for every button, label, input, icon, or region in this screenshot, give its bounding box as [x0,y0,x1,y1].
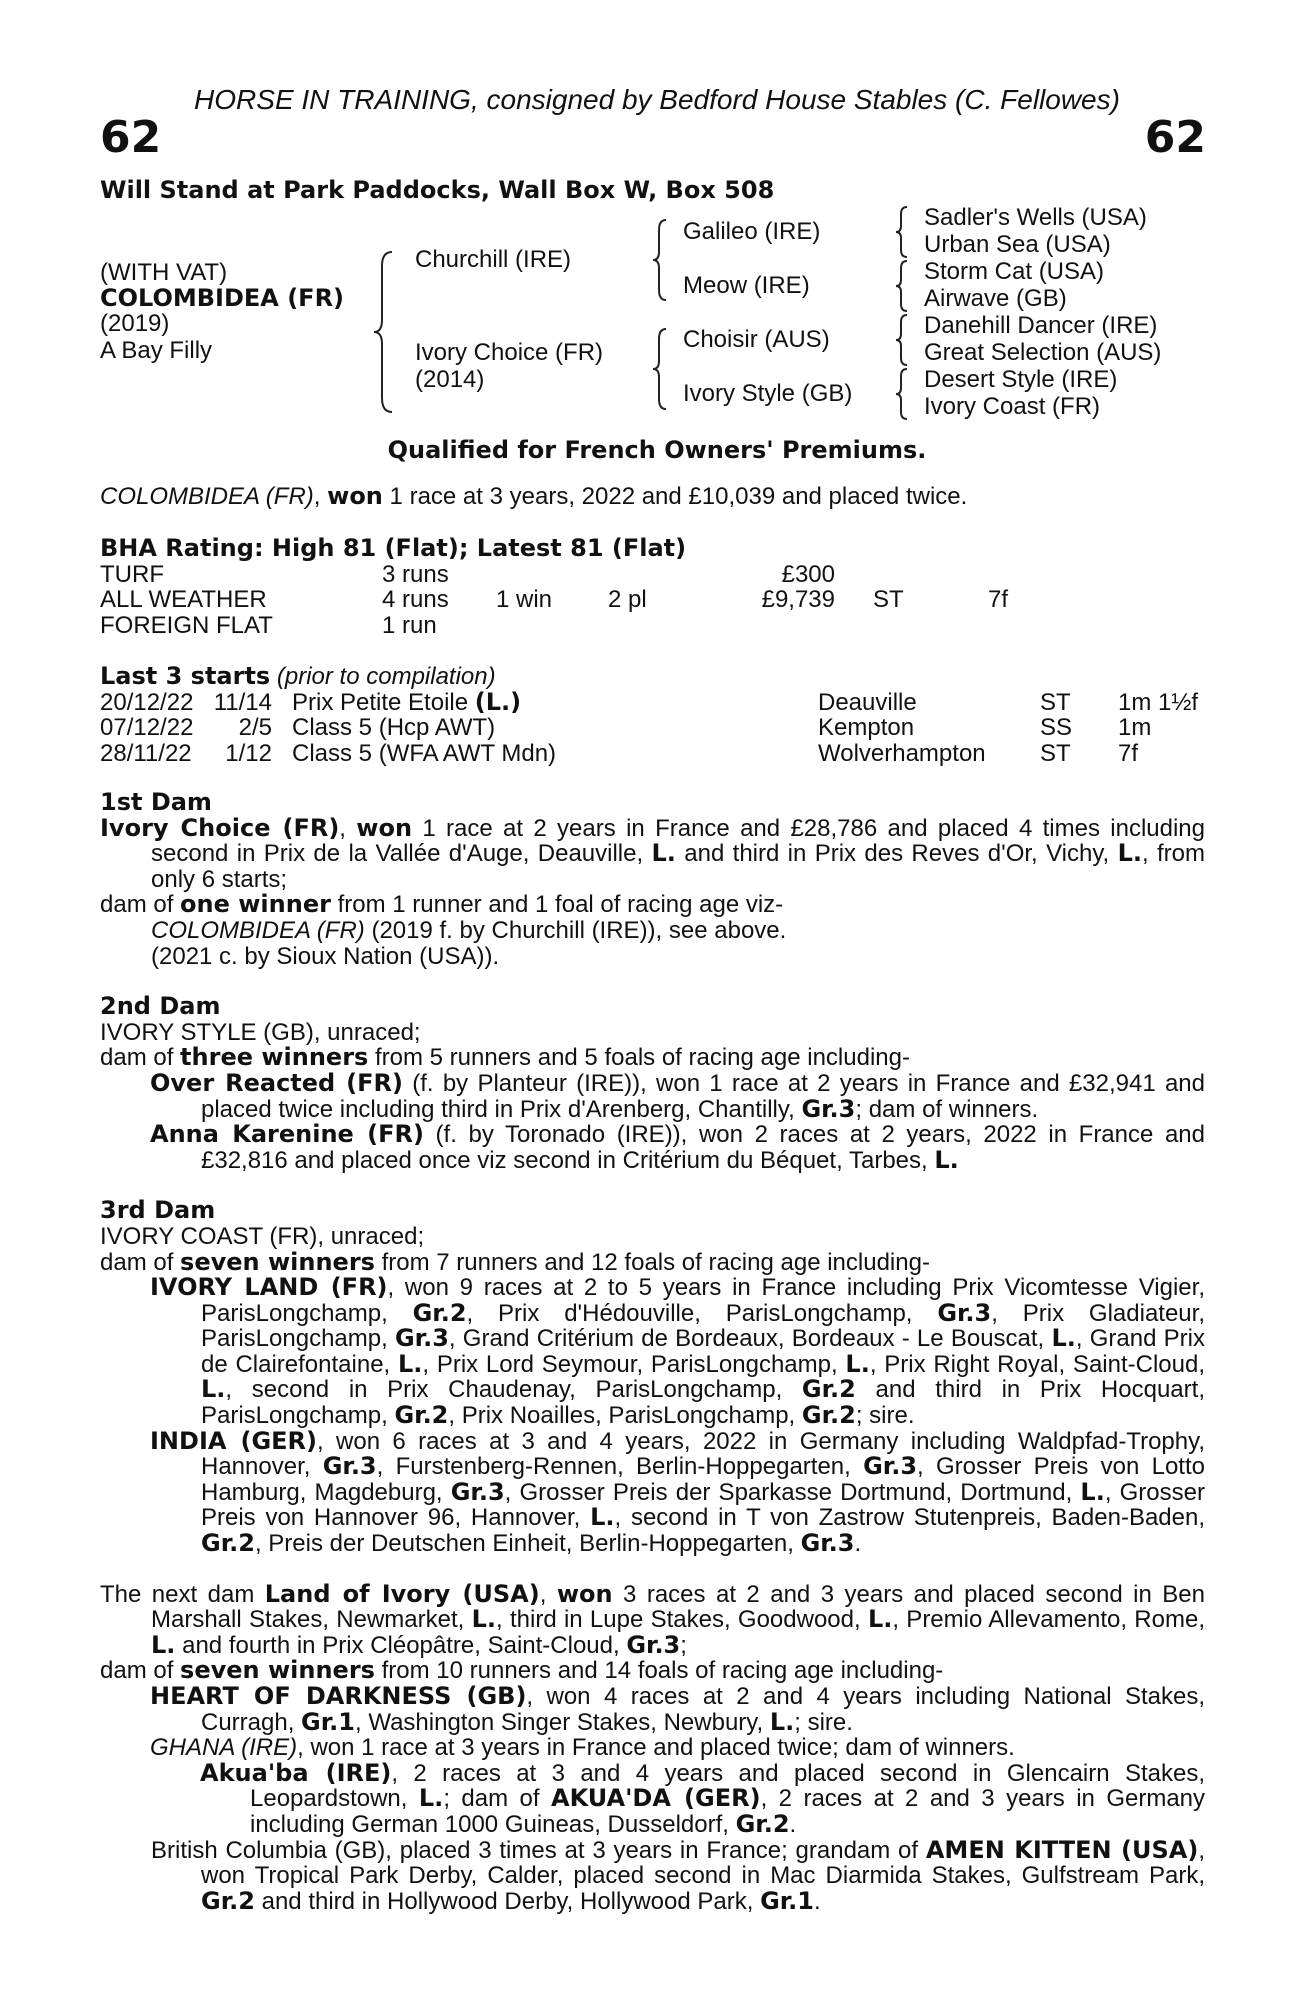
stat-places: 2 pl [608,586,647,614]
start-distance: 1m [1118,714,1152,742]
dam-sections [100,790,1205,1914]
next-dam-produce: dam of seven winners from 10 runners and 14 foals of racing age including- [100,1656,944,1685]
first-dam-produce: dam of one winner from 1 runner and 1 foal of racing age viz- [100,890,784,919]
stat-surface: TURF [100,560,164,588]
start-course: Wolverhampton [818,739,986,767]
grandsire-4: Airwave (GB) [924,285,1067,312]
next-dam-progeny-1: HEART OF DARKNESS (GB), won 4 races at 2 and 4 years including National Stakes, Curragh, Gr.1, Washington Singer Stakes, Newbury, L.; sire. [150,1682,1205,1736]
second-dam-progeny-1: Over Reacted (FR) (f. by Planteur (IRE)), won 1 race at 2 years in France and £32,941 and placed twice including third in Prix d'Arenberg, Chantilly, Gr.3; dam of winners. [150,1068,1205,1123]
third-dam-produce: dam of seven winners from 7 runners and 12 foals of racing age including- [100,1247,930,1276]
second-dam-line: IVORY STYLE (GB), unraced; [100,1018,421,1046]
brace-g2 [894,259,910,313]
table-row [100,715,1198,741]
start-going: ST [1040,739,1071,767]
start-race: Prix Petite Etoile (L.) [292,687,522,716]
first-dam-record: Ivory Choice (FR), won 1 race at 2 years in France and £28,786 and placed 4 times including second in Prix de la Vallée d'Auge, Deauville, L. and third in Prix des Reves d'Or, Vichy, L., from only 6 starts; [100,813,1206,893]
start-going: ST [1040,688,1071,716]
start-date: 20/12/22 [100,688,194,716]
brace-dam [650,327,670,411]
grandsire-8: Ivory Coast (FR) [924,393,1101,420]
last-starts-block [100,664,1205,766]
first-dam-heading: 1st Dam [100,788,212,816]
stat-runs: 3 runs [382,560,449,588]
horse-year: (2019) [100,310,170,337]
grandsire-2: Urban Sea (USA) [924,231,1111,258]
start-position: 1/12 [225,739,272,767]
table-row [100,741,1198,767]
stats-row [100,562,1008,588]
stat-runs: 4 runs [382,586,449,614]
brace-g4 [894,367,910,421]
start-date: 28/11/22 [100,739,192,767]
third-dam-section [100,1198,1205,1556]
second-dam-progeny-2: Anna Karenine (FR) (f. by Toronado (IRE)), won 2 races at 2 years, 2022 in France and £32,816 and placed once viz second in Critérium du Béquet, Tarbes, L. [150,1120,1206,1174]
start-going: SS [1040,714,1073,742]
stats-table [100,562,1008,639]
table-row [100,690,1198,716]
stat-going: ST [873,586,904,614]
stat-going [835,613,988,639]
third-dam-heading: 3rd Dam [100,1196,216,1225]
stat-earnings [720,613,835,639]
race-summary: COLOMBIDEA (FR), won 1 race at 3 years, 2022 and £10,039 and placed twice. [100,482,968,510]
vat-label: (WITH VAT) [100,259,228,286]
first-dam-section [100,790,1205,969]
qualified-note: Qualified for French Owners' Premiums. [387,436,927,464]
stat-distance [988,613,1008,639]
lot-number-right: 62 [1144,112,1206,163]
stat-wins: 1 win [496,586,553,614]
horse-name: COLOMBIDEA (FR) [100,284,345,312]
third-dam-progeny-1: IVORY LAND (FR), won 9 races at 2 to 5 years in France including Prix Vicomtesse Vigier, ParisLongchamp, Gr.2, Prix d'Hédouville, ParisLongchamp, Gr.3, Prix Gladiateur, ParisLongchamp, Gr.3, Grand Critérium de Bordeaux, Bordeaux - Le Bouscat, L., Grand Prix de Clairefontaine, L., Prix Lord Seymour, ParisLongchamp, L., Prix Right Royal, Saint-Cloud, L., second in Prix Chaudenay, ParisLongchamp, Gr.2 and third in Prix Hocquart, ParisLongchamp, Gr.2, Prix Noailles, ParisLongchamp, Gr.2; sire. [150,1273,1205,1430]
next-dam-progeny-3: British Columbia (GB), placed 3 times at 3 years in France; grandam of AMEN KITTEN (USA), won Tropical Park Derby, Calder, placed second in Mac Diarmida Stakes, Gulfstream Park, Gr.2 and third in Hollywood Derby, Hollywood Park, Gr.1. [151,1835,1206,1915]
stat-wins [496,613,608,639]
next-dam-record: The next dam Land of Ivory (USA), won 3 races at 2 and 3 years and placed second in Ben Marshall Stakes, Newmarket, L., third in Lupe Stakes, Goodwood, L., Premio Allevamento, Rome, L. and fourth in Prix Cléopâtre, Saint-Cloud, Gr.3; [100,1579,1206,1659]
next-dam-progeny-2: GHANA (IRE), won 1 race at 3 years in France and placed twice; dam of winners. [150,1734,1015,1762]
grandsire-5: Danehill Dancer (IRE) [924,312,1158,339]
stat-going [835,562,988,588]
sire-sire: Galileo (IRE) [683,218,821,245]
grandsire-1: Sadler's Wells (USA) [924,204,1147,231]
start-position: 2/5 [238,714,272,742]
start-race: Class 5 (WFA AWT Mdn) [292,739,557,767]
lot-number-left: 62 [100,112,162,163]
second-dam-section [100,994,1205,1173]
dam-name: Ivory Choice (FR) [415,339,604,366]
second-dam-produce: dam of three winners from 5 runners and 5 foals of racing age including- [100,1043,910,1072]
horse-description: A Bay Filly [100,337,213,364]
third-dam-progeny-2: INDIA (GER), won 6 races at 3 and 4 years, 2022 in Germany including Waldpfad-Trophy, Hannover, Gr.3, Furstenberg-Rennen, Berlin-Hoppegarten, Gr.3, Grosser Preis von Lotto Hamburg, Magdeburg, Gr.3, Grosser Preis der Sparkasse Dortmund, Dortmund, L., Grosser Preis von Hannover 96, Hannover, L., second in T von Zastrow Stutenpreis, Baden-Baden, Gr.2, Preis der Deutschen Einheit, Berlin-Hoppegarten, Gr.3. [150,1426,1206,1558]
last-starts-title: Last 3 starts [100,662,271,690]
first-dam-progeny-1: COLOMBIDEA (FR) (2019 f. by Churchill (IRE)), see above. [151,916,787,944]
start-course: Kempton [818,714,915,742]
summary-won: won [327,482,383,510]
stat-surface: FOREIGN FLAT [100,611,273,639]
dam-dam: Ivory Style (GB) [683,380,853,407]
brace-main [370,250,400,415]
stat-distance: 7f [988,586,1009,614]
sire-dam: Meow (IRE) [683,272,810,299]
stat-earnings: £9,739 [761,586,835,614]
grandsire-3: Storm Cat (USA) [924,258,1105,285]
next-dam-grandprogeny-1: Akua'ba (IRE), 2 races at 3 and 4 years and placed second in Glencairn Stakes, Leopardstown, L.; dam of AKUA'DA (GER), 2 races at 2 and 3 years in Germany including German 1000 Guineas, Dusseldorf, Gr.2. [200,1758,1206,1838]
rating-block [100,536,1205,638]
summary-text: 1 race at 3 years, 2022 and £10,039 and placed twice. [382,483,968,510]
start-position: 11/14 [213,688,272,716]
stat-earnings: £300 [781,560,835,588]
bha-rating: BHA Rating: High 81 (Flat); Latest 81 (Flat) [100,534,687,562]
start-grade: (L.) [474,687,522,716]
first-dam-progeny-2: (2021 c. by Sioux Nation (USA)). [151,942,500,970]
stat-surface: ALL WEATHER [100,586,267,614]
sire-name: Churchill (IRE) [415,246,572,273]
next-dam-section [100,1579,1206,1915]
last-starts-note: (prior to compilation) [276,663,496,690]
dam-year: (2014) [415,366,485,393]
last-starts-table [100,687,1199,767]
consignment-line: HORSE IN TRAINING, consigned by Bedford House Stables (C. Fellowes) [194,84,1120,115]
stat-wins [496,562,608,588]
dam-sire: Choisir (AUS) [683,326,830,353]
summary-horse-name: COLOMBIDEA (FR) [100,483,314,510]
start-course: Deauville [818,688,917,716]
start-race: Class 5 (Hcp AWT) [292,714,496,742]
brace-g3 [894,313,910,367]
grandsire-6: Great Selection (AUS) [924,339,1162,366]
stat-distance [988,562,1008,588]
start-date: 07/12/22 [100,714,194,742]
stat-places [608,562,720,588]
grandsire-7: Desert Style (IRE) [924,366,1118,393]
stats-row [100,587,1008,613]
start-distance: 1m 1½f [1118,688,1199,716]
stats-row [100,613,1008,639]
brace-g1 [894,205,910,259]
start-distance: 7f [1118,739,1139,767]
brace-sire [650,218,670,302]
stand-location: Will Stand at Park Paddocks, Wall Box W, Box 508 [100,176,775,204]
stat-runs: 1 run [382,611,437,639]
second-dam-heading: 2nd Dam [100,992,221,1021]
stat-places [608,613,720,639]
third-dam-line: IVORY COAST (FR), unraced; [100,1222,425,1250]
